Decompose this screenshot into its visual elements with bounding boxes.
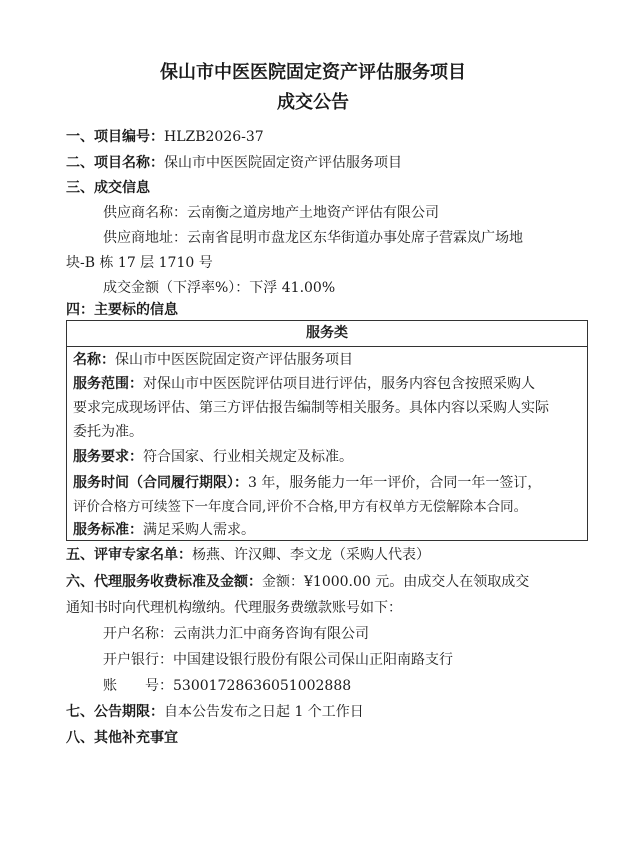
project-number (66, 127, 264, 147)
row-requirement-label: 服务要求： (73, 449, 143, 465)
row-standard-value: 满足采购人需求。 (143, 522, 255, 538)
other-matters-heading: 八、其他补充事宜 (66, 730, 178, 746)
subject-table (66, 320, 588, 541)
account-name: 开户名称：云南洪力汇中商务咨询有限公司 (103, 626, 369, 642)
notice-period (66, 702, 364, 722)
row-scope-3: 委托为准。 (73, 424, 143, 440)
row-standard (73, 518, 581, 542)
row-time-2: 评价合格方可续签下一年度合同,评价不合格,甲方有权单方无偿解除本合同。 (73, 499, 528, 515)
supplier-address-line1: 供应商地址：云南省昆明市盘龙区东华街道办事处席子营霖岚广场地 (103, 230, 523, 246)
row-time-text1: 3 年，服务能力一年一评价，合同一年一签订， (248, 475, 542, 491)
table-header: 服务类 (67, 321, 587, 347)
account-bank: 开户银行：中国建设银行股份有限公司保山正阳南路支行 (103, 652, 453, 668)
project-number-value: HLZB2026-37 (164, 129, 264, 145)
row-time-1 (73, 471, 581, 495)
row-scope-label: 服务范围： (73, 376, 143, 392)
row-name (73, 348, 581, 372)
notice-period-value: 自本公告发布之日起 1 个工作日 (164, 704, 364, 720)
expert-list (66, 545, 430, 565)
project-name-label: 二、项目名称： (66, 155, 164, 171)
project-name-value: 保山市中医医院固定资产评估服务项目 (164, 155, 402, 171)
account-number-value: 53001728636051002888 (173, 678, 352, 694)
page-title-line2: 成交公告 (277, 92, 349, 113)
row-name-label: 名称： (73, 352, 115, 368)
row-scope-2: 要求完成现场评估、第三方评估报告编制等相关服务。具体内容以采购人实际 (73, 400, 549, 416)
expert-list-label: 五、评审专家名单： (66, 547, 192, 563)
agency-fee-line2: 通知书时向代理机构缴纳。代理服务费缴款账号如下： (66, 600, 402, 616)
agency-fee-line1 (66, 572, 529, 592)
project-name (66, 153, 402, 173)
agency-fee-value1: 金额：¥1000.00 元。由成交人在领取成交 (262, 574, 530, 590)
row-requirement (73, 445, 581, 469)
expert-list-value: 杨燕、许汉卿、李文龙（采购人代表） (192, 547, 430, 563)
deal-info-heading: 三、成交信息 (66, 180, 150, 196)
deal-amount: 成交金额（下浮率%）：下浮 41.00% (103, 280, 336, 296)
account-number-label: 账 号： (103, 678, 173, 694)
row-time-label: 服务时间（合同履行期限）： (73, 475, 248, 491)
account-number (103, 676, 351, 696)
row-scope-text1: 对保山市中医医院评估项目进行评估，服务内容包含按照采购人 (143, 376, 535, 392)
row-scope-1 (73, 372, 581, 396)
supplier-address-line2: 块-B 栋 17 层 1710 号 (66, 255, 213, 271)
row-requirement-value: 符合国家、行业相关规定及标准。 (143, 449, 353, 465)
notice-period-label: 七、公告期限： (66, 704, 164, 720)
main-subject-heading: 四：主要标的信息 (66, 302, 178, 318)
page-title-line1: 保山市中医医院固定资产评估服务项目 (160, 62, 466, 83)
row-name-value: 保山市中医医院固定资产评估服务项目 (115, 352, 353, 368)
agency-fee-label: 六、代理服务收费标准及金额： (66, 574, 262, 590)
project-number-label: 一、项目编号： (66, 129, 164, 145)
row-standard-label: 服务标准： (73, 522, 143, 538)
supplier-name: 供应商名称：云南衡之道房地产土地资产评估有限公司 (103, 205, 439, 221)
